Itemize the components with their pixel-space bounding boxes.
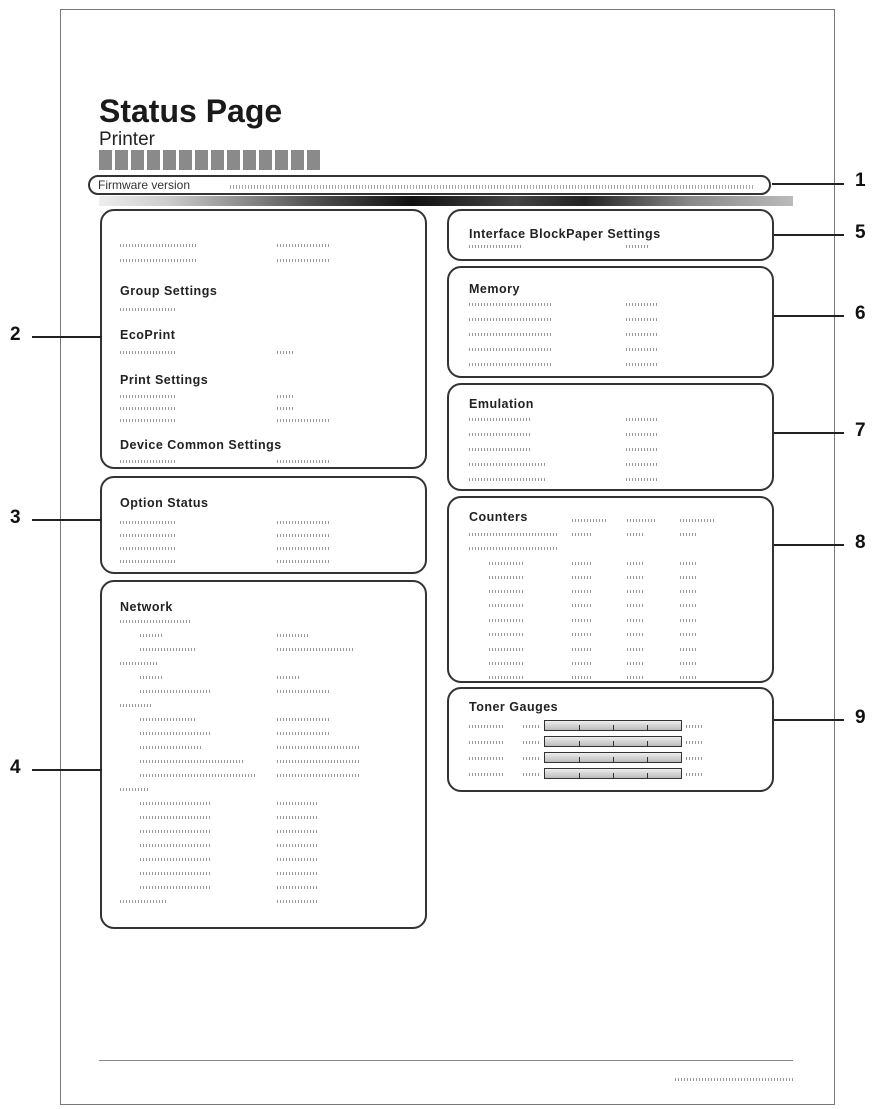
placeholder-text — [120, 419, 176, 422]
placeholder-text — [469, 757, 503, 760]
placeholder-text — [277, 830, 317, 833]
placeholder-text — [277, 690, 331, 693]
placeholder-text — [277, 746, 361, 749]
placeholder-text — [627, 633, 643, 636]
placeholder-text — [277, 718, 331, 721]
callout-7: 7 — [855, 420, 866, 441]
callout-line — [32, 519, 102, 521]
gradient-bar — [99, 196, 793, 206]
callout-4: 4 — [10, 757, 21, 778]
network-box — [100, 580, 427, 929]
placeholder-text — [686, 741, 704, 744]
placeholder-text — [627, 576, 643, 579]
placeholder-text — [120, 662, 158, 665]
callout-line — [774, 315, 844, 317]
placeholder-text — [120, 395, 176, 398]
placeholder-text — [277, 676, 301, 679]
placeholder-text — [140, 746, 202, 749]
placeholder-text — [626, 245, 648, 248]
placeholder-text — [277, 648, 355, 651]
placeholder-text — [120, 620, 190, 623]
placeholder-text — [627, 604, 643, 607]
callout-line — [774, 234, 844, 236]
firmware-version-value — [230, 185, 755, 189]
placeholder-text — [277, 774, 361, 777]
placeholder-text — [489, 648, 523, 651]
placeholder-text — [120, 704, 152, 707]
placeholder-text — [469, 303, 551, 306]
placeholder-text — [626, 448, 658, 451]
placeholder-text — [572, 619, 592, 622]
page-title: Status Page — [99, 93, 283, 129]
placeholder-text — [469, 773, 503, 776]
placeholder-text — [277, 395, 293, 398]
placeholder-text — [627, 533, 643, 536]
placeholder-text — [626, 333, 658, 336]
placeholder-text — [469, 433, 531, 436]
placeholder-text — [120, 521, 176, 524]
placeholder-text — [489, 604, 523, 607]
callout-line — [32, 336, 102, 338]
memory-heading: Memory — [469, 282, 520, 296]
callout-5: 5 — [855, 222, 866, 243]
callout-9: 9 — [855, 707, 866, 728]
callout-line — [772, 183, 844, 185]
placeholder-text — [627, 562, 643, 565]
placeholder-text — [572, 519, 606, 522]
placeholder-text — [686, 773, 704, 776]
firmware-version-label: Firmware version — [98, 178, 191, 192]
placeholder-text — [489, 590, 523, 593]
emulation-heading: Emulation — [469, 397, 534, 411]
placeholder-text — [120, 244, 196, 247]
callout-line — [774, 719, 844, 721]
placeholder-text — [140, 760, 244, 763]
placeholder-text — [277, 244, 331, 247]
placeholder-text — [277, 407, 293, 410]
placeholder-text — [140, 690, 210, 693]
placeholder-text — [469, 533, 557, 536]
placeholder-text — [489, 576, 523, 579]
placeholder-text — [680, 619, 698, 622]
placeholder-text — [140, 816, 210, 819]
placeholder-text — [627, 519, 657, 522]
callout-1: 1 — [855, 170, 866, 191]
firmware-version-box — [88, 175, 771, 195]
device-common-settings-heading: Device Common Settings — [120, 438, 282, 452]
placeholder-text — [277, 259, 331, 262]
placeholder-text — [489, 619, 523, 622]
placeholder-text — [626, 318, 658, 321]
placeholder-text — [277, 351, 293, 354]
placeholder-text — [680, 562, 698, 565]
placeholder-text — [572, 662, 592, 665]
placeholder-text — [277, 886, 317, 889]
placeholder-text — [523, 757, 541, 760]
placeholder-text — [680, 519, 714, 522]
toner-gauge-3 — [544, 752, 682, 763]
placeholder-text — [277, 732, 331, 735]
placeholder-text — [277, 844, 317, 847]
interface-block-heading: Interface BlockPaper Settings — [469, 227, 661, 241]
placeholder-text — [626, 418, 658, 421]
placeholder-text — [523, 773, 541, 776]
placeholder-text — [680, 648, 698, 651]
placeholder-text — [120, 407, 176, 410]
toner-gauge-2 — [544, 736, 682, 747]
placeholder-text — [469, 333, 551, 336]
placeholder-text — [469, 245, 523, 248]
placeholder-text — [523, 741, 541, 744]
placeholder-text — [686, 725, 704, 728]
placeholder-text — [489, 662, 523, 665]
placeholder-text — [469, 741, 503, 744]
placeholder-text — [120, 560, 176, 563]
placeholder-text — [627, 676, 643, 679]
placeholder-text — [469, 318, 551, 321]
placeholder-text — [120, 351, 176, 354]
placeholder-text — [627, 619, 643, 622]
placeholder-text — [572, 676, 592, 679]
placeholder-text — [120, 308, 176, 311]
placeholder-text — [626, 478, 658, 481]
placeholder-text — [686, 757, 704, 760]
placeholder-text — [277, 760, 361, 763]
placeholder-text — [572, 648, 592, 651]
placeholder-text — [572, 576, 592, 579]
placeholder-text — [680, 590, 698, 593]
placeholder-text — [469, 418, 531, 421]
footer-text — [675, 1078, 793, 1081]
option-status-heading: Option Status — [120, 496, 209, 510]
placeholder-text — [626, 433, 658, 436]
page-subtitle: Printer — [99, 129, 155, 150]
placeholder-text — [277, 816, 317, 819]
callout-line — [774, 544, 844, 546]
placeholder-text — [680, 633, 698, 636]
placeholder-text — [572, 590, 592, 593]
placeholder-text — [626, 463, 658, 466]
placeholder-text — [120, 460, 176, 463]
placeholder-text — [277, 521, 331, 524]
placeholder-text — [277, 534, 331, 537]
placeholder-text — [469, 448, 531, 451]
placeholder-text — [627, 590, 643, 593]
placeholder-text — [140, 648, 196, 651]
group-settings-heading: Group Settings — [120, 284, 218, 298]
placeholder-text — [680, 676, 698, 679]
placeholder-text — [523, 725, 541, 728]
placeholder-text — [469, 463, 547, 466]
callout-6: 6 — [855, 303, 866, 324]
placeholder-text — [140, 844, 210, 847]
placeholder-text — [626, 363, 658, 366]
placeholder-text — [120, 259, 196, 262]
placeholder-text — [626, 348, 658, 351]
callout-3: 3 — [10, 507, 21, 528]
placeholder-text — [680, 604, 698, 607]
placeholder-text — [572, 562, 592, 565]
placeholder-text — [680, 576, 698, 579]
placeholder-text — [120, 534, 176, 537]
placeholder-text — [277, 560, 331, 563]
placeholder-text — [277, 872, 317, 875]
placeholder-text — [572, 604, 592, 607]
footer-rule — [99, 1060, 793, 1061]
toner-gauge-1 — [544, 720, 682, 731]
placeholder-text — [572, 633, 592, 636]
placeholder-text — [469, 348, 551, 351]
placeholder-text — [120, 547, 176, 550]
placeholder-text — [140, 718, 196, 721]
placeholder-text — [140, 830, 210, 833]
placeholder-text — [489, 633, 523, 636]
print-settings-heading: Print Settings — [120, 373, 209, 387]
placeholder-text — [140, 886, 210, 889]
placeholder-text — [469, 363, 551, 366]
placeholder-text — [140, 774, 256, 777]
placeholder-text — [469, 478, 547, 481]
placeholder-text — [140, 858, 210, 861]
ecoprint-heading: EcoPrint — [120, 328, 176, 342]
placeholder-text — [277, 900, 317, 903]
network-heading: Network — [120, 600, 173, 614]
callout-line — [32, 769, 102, 771]
placeholder-text — [140, 872, 210, 875]
placeholder-text — [120, 900, 168, 903]
placeholder-text — [140, 634, 164, 637]
placeholder-text — [277, 634, 309, 637]
placeholder-text — [680, 533, 698, 536]
placeholder-text — [120, 788, 148, 791]
placeholder-text — [489, 562, 523, 565]
placeholder-text — [469, 725, 503, 728]
placeholder-text — [627, 662, 643, 665]
placeholder-text — [277, 419, 331, 422]
barcode — [99, 150, 320, 170]
placeholder-text — [277, 460, 331, 463]
placeholder-text — [277, 858, 317, 861]
placeholder-text — [140, 802, 210, 805]
toner-gauges-heading: Toner Gauges — [469, 700, 559, 714]
placeholder-text — [572, 533, 592, 536]
toner-gauge-4 — [544, 768, 682, 779]
placeholder-text — [626, 303, 658, 306]
callout-8: 8 — [855, 532, 866, 553]
counters-heading: Counters — [469, 510, 528, 524]
placeholder-text — [140, 676, 164, 679]
placeholder-text — [277, 547, 331, 550]
callout-line — [774, 432, 844, 434]
callout-2: 2 — [10, 324, 21, 345]
placeholder-text — [680, 662, 698, 665]
placeholder-text — [489, 676, 523, 679]
placeholder-text — [277, 802, 317, 805]
placeholder-text — [140, 732, 210, 735]
placeholder-text — [469, 547, 557, 550]
placeholder-text — [627, 648, 643, 651]
